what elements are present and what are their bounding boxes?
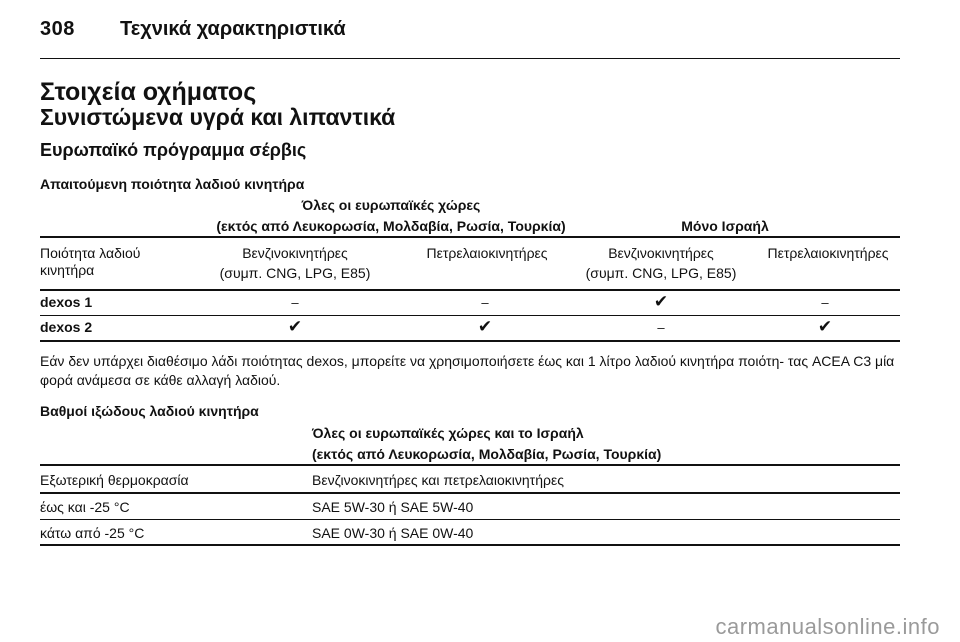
table1-col-petrol-note-israel: (συμπ. CNG, LPG, E85): [585, 265, 737, 281]
service-program-heading: Ευρωπαϊκό πρόγραμμα σέρβις: [40, 140, 307, 160]
table1-group-header-line1: Όλες οι ευρωπαϊκές χώρες: [301, 197, 481, 213]
table1-group-header-israel: Μόνο Ισραήλ: [681, 218, 769, 234]
row-oil-grade: SAE 0W-30 ή SAE 0W-40: [312, 525, 474, 541]
header-rule: [40, 58, 900, 59]
cell-not-applicable: –: [821, 295, 829, 310]
table1-col-quality-line2: κινητήρα: [40, 262, 95, 278]
table1-col-diesel: Πετρελαιοκινητήρες: [426, 245, 548, 261]
check-icon: ✔: [287, 317, 303, 337]
check-icon: ✔: [817, 317, 833, 337]
table2-bottom-rule: [40, 544, 900, 546]
table2-col-engines: Βενζινοκινητήρες και πετρελαιοκινητήρες: [312, 472, 564, 488]
viscosity-heading: Βαθμοί ιξώδους λαδιού κινητήρα: [40, 403, 259, 419]
cell-not-applicable: –: [291, 295, 299, 310]
page-number: 308: [40, 18, 75, 40]
watermark: carmanualsonline.info: [715, 614, 940, 639]
row-temperature: κάτω από -25 °C: [40, 525, 145, 541]
table1-col-petrol: Βενζινοκινητήρες: [242, 245, 348, 261]
table1-group-header-line2: (εκτός από Λευκορωσία, Μολδαβία, Ρωσία, Τουρκία): [216, 218, 566, 234]
table2-group-header-line1: Όλες οι ευρωπαϊκές χώρες και το Ισραήλ: [312, 425, 584, 441]
table1-col-petrol-israel: Βενζινοκινητήρες: [608, 245, 714, 261]
subsection-heading: Συνιστώμενα υγρά και λιπαντικά: [40, 104, 396, 130]
page-title: Τεχνικά χαρακτηριστικά: [120, 18, 346, 40]
row-label-dexos2: dexos 2: [40, 319, 93, 335]
table2-top-rule: [40, 464, 900, 466]
row-divider: [40, 315, 900, 316]
table1-top-rule: [40, 236, 900, 238]
table2-header-rule: [40, 492, 900, 494]
row-oil-grade: SAE 5W-30 ή SAE 5W-40: [312, 499, 474, 515]
table1-header-rule: [40, 289, 900, 291]
table2-group-header-line2: (εκτός από Λευκορωσία, Μολδαβία, Ρωσία, Τουρκία): [312, 446, 662, 462]
oil-quality-heading: Απαιτούμενη ποιότητα λαδιού κινητήρα: [40, 176, 305, 192]
table1-col-quality-line1: Ποιότητα λαδιού: [40, 245, 141, 261]
section-heading: Στοιχεία οχήματος: [40, 78, 257, 106]
dexos-substitute-note: Εάν δεν υπάρχει διαθέσιμο λάδι ποιότητας dexos, μπορείτε να χρησιμοποιήσετε έως και 1 λίτρο λαδιού κινητήρα ποιότη- τας ACEA C3 μία φορά ανάμεσα σε κάθε αλλαγή λαδιού.: [40, 353, 895, 388]
row-temperature: έως και -25 °C: [40, 499, 130, 515]
cell-not-applicable: –: [481, 295, 489, 310]
table1-col-petrol-note: (συμπ. CNG, LPG, E85): [219, 265, 371, 281]
table1-bottom-rule: [40, 340, 900, 342]
row-divider: [40, 519, 900, 520]
check-icon: ✔: [477, 317, 493, 337]
page-header: [40, 18, 900, 64]
check-icon: ✔: [653, 292, 669, 312]
table2-col-temperature: Εξωτερική θερμοκρασία: [40, 472, 189, 488]
cell-not-applicable: –: [657, 320, 665, 335]
table1-col-diesel-israel: Πετρελαιοκινητήρες: [767, 245, 889, 261]
row-label-dexos1: dexos 1: [40, 294, 93, 310]
